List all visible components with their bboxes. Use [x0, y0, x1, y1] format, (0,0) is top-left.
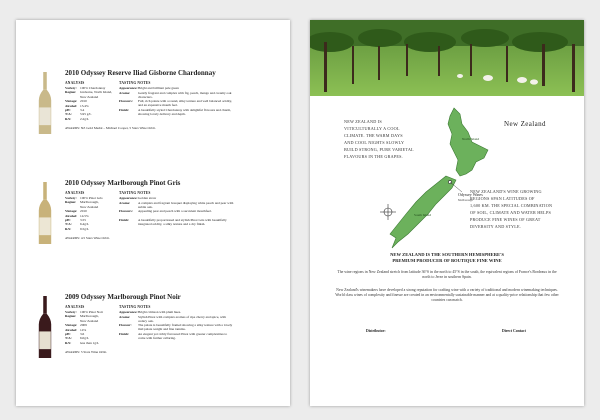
analysis-row: pH: 3.55 [65, 218, 86, 222]
analysis-row: Variety: 100% Pinot Noir [65, 310, 103, 314]
wine-bottle-image [34, 182, 56, 244]
analysis-row: T/A: 6.4g/L [65, 222, 89, 227]
analysis-heading: ANALYSIS [65, 191, 85, 195]
marker-sub-label: Marlborough [458, 199, 473, 202]
analysis-row: Alcohol: 13.4% [65, 103, 89, 108]
wine-title: 2010 Odyssey Reserve Iliad Gisborne Chardonnay [65, 69, 216, 77]
analysis-row: New Zealand [80, 204, 99, 209]
analysis-row: New Zealand [80, 94, 99, 99]
wine-title: 2009 Odyssey Marlborough Pinot Noir [65, 293, 181, 301]
analysis-row: Alcohol: 14% [65, 327, 87, 332]
body-paragraph: New Zealand's winemakers have developed a strong reputation for crafting wine with a variety of traditional and modern winemaking techniques. World class wines of complexity and finesse are created in an environmentally sustainable manner and at a quality-price relationship that few other countries can match. [335, 288, 559, 302]
tasting-notes-heading: TASTING NOTES [119, 81, 151, 85]
awards-line: AWARDS: 4.5 Stars Wine Orbit. [65, 236, 110, 240]
body-paragraph: The wine regions in New Zealand stretch from latitude 36°S in the north to 45°S in the south, the equivalent regions of France's Bordeaux in the north to Jerez in southern Spain. [337, 270, 557, 279]
analysis-row: Vintage: 2009 [65, 323, 87, 328]
analysis-heading: ANALYSIS [65, 305, 85, 309]
analysis-row: R/S: 9.5g/L [65, 226, 89, 231]
north-island-label: North Island [462, 137, 480, 141]
direct-contact-label: Direct Contact [502, 329, 526, 333]
section-heading: NEW ZEALAND IS THE SOUTHERN HEMISPHERE'S PREMIUM PRODUCER OF BOUTIQUE FINE WINE [390, 252, 504, 263]
analysis-row: pH: 3.4 [65, 108, 85, 112]
wine-bottle-image [34, 72, 56, 134]
analysis-row: R/S: 2.2g/L [65, 116, 89, 121]
analysis-row: Vintage: 2010 [65, 99, 87, 104]
tasting-notes-heading: TASTING NOTES [119, 191, 151, 195]
analysis-row: Region: Marlborough, [65, 314, 99, 319]
tasting-notes-heading: TASTING NOTES [119, 305, 151, 309]
awards-line: AWARDS: NZ Gold Medal – Michael Cooper, 5 Stars Wine Orbit. [65, 126, 156, 130]
right-page [310, 20, 584, 406]
analysis-row: Vintage: 2010 [65, 209, 87, 214]
analysis-row: Region: Gisborne, North Island, [65, 90, 113, 95]
analysis-row: pH: 3.6 [65, 332, 85, 336]
distributor-label: Distributor: [366, 329, 386, 333]
analysis-row: Variety: 100% Chardonnay [65, 86, 106, 90]
wine-title: 2010 Odyssey Marlborough Pinot Gris [65, 179, 181, 187]
analysis-row: Region: Marlborough, [65, 200, 99, 205]
marker-label: Odyssey Wines [458, 192, 483, 197]
vineyard-photo [310, 20, 584, 96]
wine-bottle-image [34, 296, 56, 358]
analysis-row: Alcohol: 14.5% [65, 213, 89, 218]
analysis-row: Variety: 100% Pinot Gris [65, 196, 103, 200]
map-title: New Zealand [504, 120, 546, 128]
intro-text: NEW ZEALAND IS VITICULTURALLY A COOL CLIMATE. THE WARM DAYS AND COOL NIGHTS SLOWLY BUILD STRONG, PURE VARIETAL FLAVOURS IN THE GRAPES. [344, 119, 414, 159]
regions-text: NEW ZEALAND'S WINE GROWING REGIONS SPAN LATITUDES OF 1,600 KM. THE SPECIAL COMBINATION OF SOIL, CLIMATE AND WATER HELPS PRODUCE FINE WINES OF GREAT DIVERSITY AND STYLE. [470, 189, 553, 229]
analysis-row: T/A: 5.95 g/L [65, 112, 92, 117]
analysis-row: T/A: 6.0g/L [65, 336, 89, 341]
analysis-row: New Zealand [80, 318, 99, 323]
compass-icon [380, 204, 396, 220]
left-page: 2010 Odyssey Reserve Iliad Gisborne Chardonnay ANALYSIS TASTING NOTES Variety: 100% Chardonnay Region: Gisborne, North Island, New Zealand Vintage: 2010 Alcohol: 13.4% pH: 3.4 T/A: 5.95 g/L R/S: 2.2g/L Appearance: Bright and brilliant pale green Aroma: Gently fragrant and complex with fig, peach, mango and creamy oak characters. Flavours: Full, rich palate with a round, silky texture and well balanced acidity, and an expansive mouth feel. Finish: A beautifully styled Chardonnay with delightful flavours and charm, showing lovely delivery and depth. AWARDS: NZ Gold Medal – Michael Cooper, 5 Stars Wine Orbit. 2010 Odyssey Marlborough Pinot Gris ANALYSIS TASTING NOTES Variety: 100% Pinot Gris Region: Marlborough, New Zealand Vintage: 2010 Alcohol: 14.5% pH: 3.55 T/A: 6.4g/L R/S: 9.5g/L Appearance: Golden straw Aroma: A complex and fragrant bouquet displaying white peach and pear with subtle oak. Flavours: Appealing pear and peach with a succulent mouthfeel. Finish: A beautifully proportioned and stylish Pinot Gris with beautifully integrated acidity, a silky texture and a dry finish. AWARDS: 4.5 Stars Wine Orbit. 2009 Odyssey Marlborough Pinot Noir ANALYSIS TASTING NOTES Variety: 100% Pinot Noir Region: Marlborough, New Zealand Vintage: 2009 Alcohol: 14% pH: 3.6 T/A: 6.0g/L R/S: less than 1g/L Appearance: Bright crimson with plum hues. Aroma: Stylish Pinot with complex aromas of ripe cherry and spice, with cedary oak. Flavour: The palate is beautifully framed showing a silky texture with a lovely mid palate weight and fine tannins. Finish: An elegant yet richly flavoured Pinot with greater complexities to come with further cellaring. AWARDS: 5 Stars Wine Orbit. [16, 20, 290, 406]
south-island-label: South Island [414, 213, 432, 217]
analysis-heading: ANALYSIS [65, 81, 85, 85]
new-zealand-map [376, 102, 510, 254]
analysis-row: R/S: less than 1g/L [65, 340, 100, 345]
awards-line: AWARDS: 5 Stars Wine Orbit. [65, 350, 108, 354]
